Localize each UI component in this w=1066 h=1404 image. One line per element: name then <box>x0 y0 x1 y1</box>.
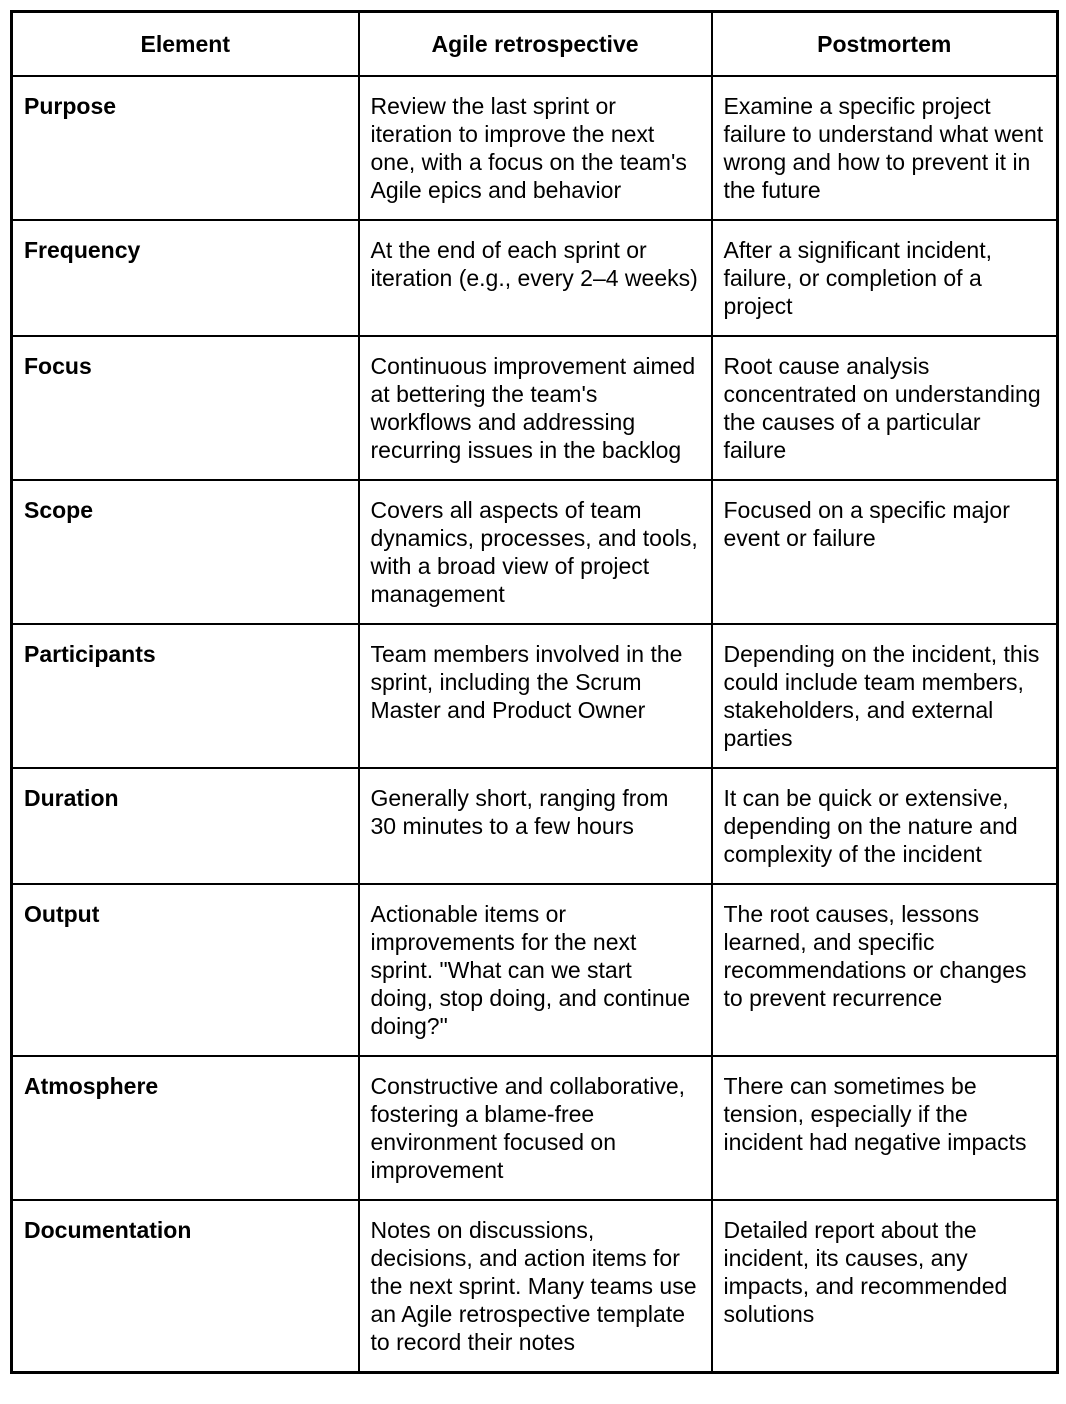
table-row-documentation <box>12 1200 1058 1373</box>
column-header-agile-retrospective: Agile retrospective <box>359 12 712 77</box>
focus-postmortem-cell: Root cause analysis concentrated on understanding the causes of a particular failure <box>712 336 1058 480</box>
purpose-postmortem-cell: Examine a specific project failure to understand what went wrong and how to prevent it in the future <box>712 76 1058 220</box>
table-row-duration <box>12 768 1058 884</box>
table-row-scope <box>12 480 1058 624</box>
duration-postmortem-cell: It can be quick or extensive, depending on the nature and complexity of the incident <box>712 768 1058 884</box>
column-header-element: Element <box>12 12 359 77</box>
row-label-duration: Duration <box>12 768 359 884</box>
table-row-focus <box>12 336 1058 480</box>
row-label-purpose: Purpose <box>12 76 359 220</box>
comparison-table <box>10 10 1059 1374</box>
table-row-participants <box>12 624 1058 768</box>
row-label-atmosphere: Atmosphere <box>12 1056 359 1200</box>
row-label-focus: Focus <box>12 336 359 480</box>
table-row-purpose <box>12 76 1058 220</box>
column-header-postmortem: Postmortem <box>712 12 1058 77</box>
documentation-agile-cell: Notes on discussions, decisions, and action items for the next sprint. Many teams use an Agile retrospective template to record their notes <box>359 1200 712 1373</box>
output-agile-cell: Actionable items or improvements for the next sprint. "What can we start doing, stop doing, and continue doing?" <box>359 884 712 1056</box>
scope-agile-cell: Covers all aspects of team dynamics, processes, and tools, with a broad view of project management <box>359 480 712 624</box>
row-label-frequency: Frequency <box>12 220 359 336</box>
purpose-agile-cell: Review the last sprint or iteration to improve the next one, with a focus on the team's Agile epics and behavior <box>359 76 712 220</box>
row-label-documentation: Documentation <box>12 1200 359 1373</box>
participants-postmortem-cell: Depending on the incident, this could include team members, stakeholders, and external parties <box>712 624 1058 768</box>
focus-agile-cell: Continuous improvement aimed at bettering the team's workflows and addressing recurring issues in the backlog <box>359 336 712 480</box>
atmosphere-agile-cell: Constructive and collaborative, fostering a blame-free environment focused on improvement <box>359 1056 712 1200</box>
row-label-participants: Participants <box>12 624 359 768</box>
frequency-agile-cell: At the end of each sprint or iteration (e.g., every 2–4 weeks) <box>359 220 712 336</box>
duration-agile-cell: Generally short, ranging from 30 minutes to a few hours <box>359 768 712 884</box>
row-label-output: Output <box>12 884 359 1056</box>
documentation-postmortem-cell: Detailed report about the incident, its causes, any impacts, and recommended solutions <box>712 1200 1058 1373</box>
frequency-postmortem-cell: After a significant incident, failure, or completion of a project <box>712 220 1058 336</box>
table-row-frequency <box>12 220 1058 336</box>
row-label-scope: Scope <box>12 480 359 624</box>
table-row-atmosphere <box>12 1056 1058 1200</box>
output-postmortem-cell: The root causes, lessons learned, and specific recommendations or changes to prevent recurrence <box>712 884 1058 1056</box>
header-row <box>12 12 1058 77</box>
table-row-output <box>12 884 1058 1056</box>
atmosphere-postmortem-cell: There can sometimes be tension, especially if the incident had negative impacts <box>712 1056 1058 1200</box>
scope-postmortem-cell: Focused on a specific major event or failure <box>712 480 1058 624</box>
participants-agile-cell: Team members involved in the sprint, including the Scrum Master and Product Owner <box>359 624 712 768</box>
